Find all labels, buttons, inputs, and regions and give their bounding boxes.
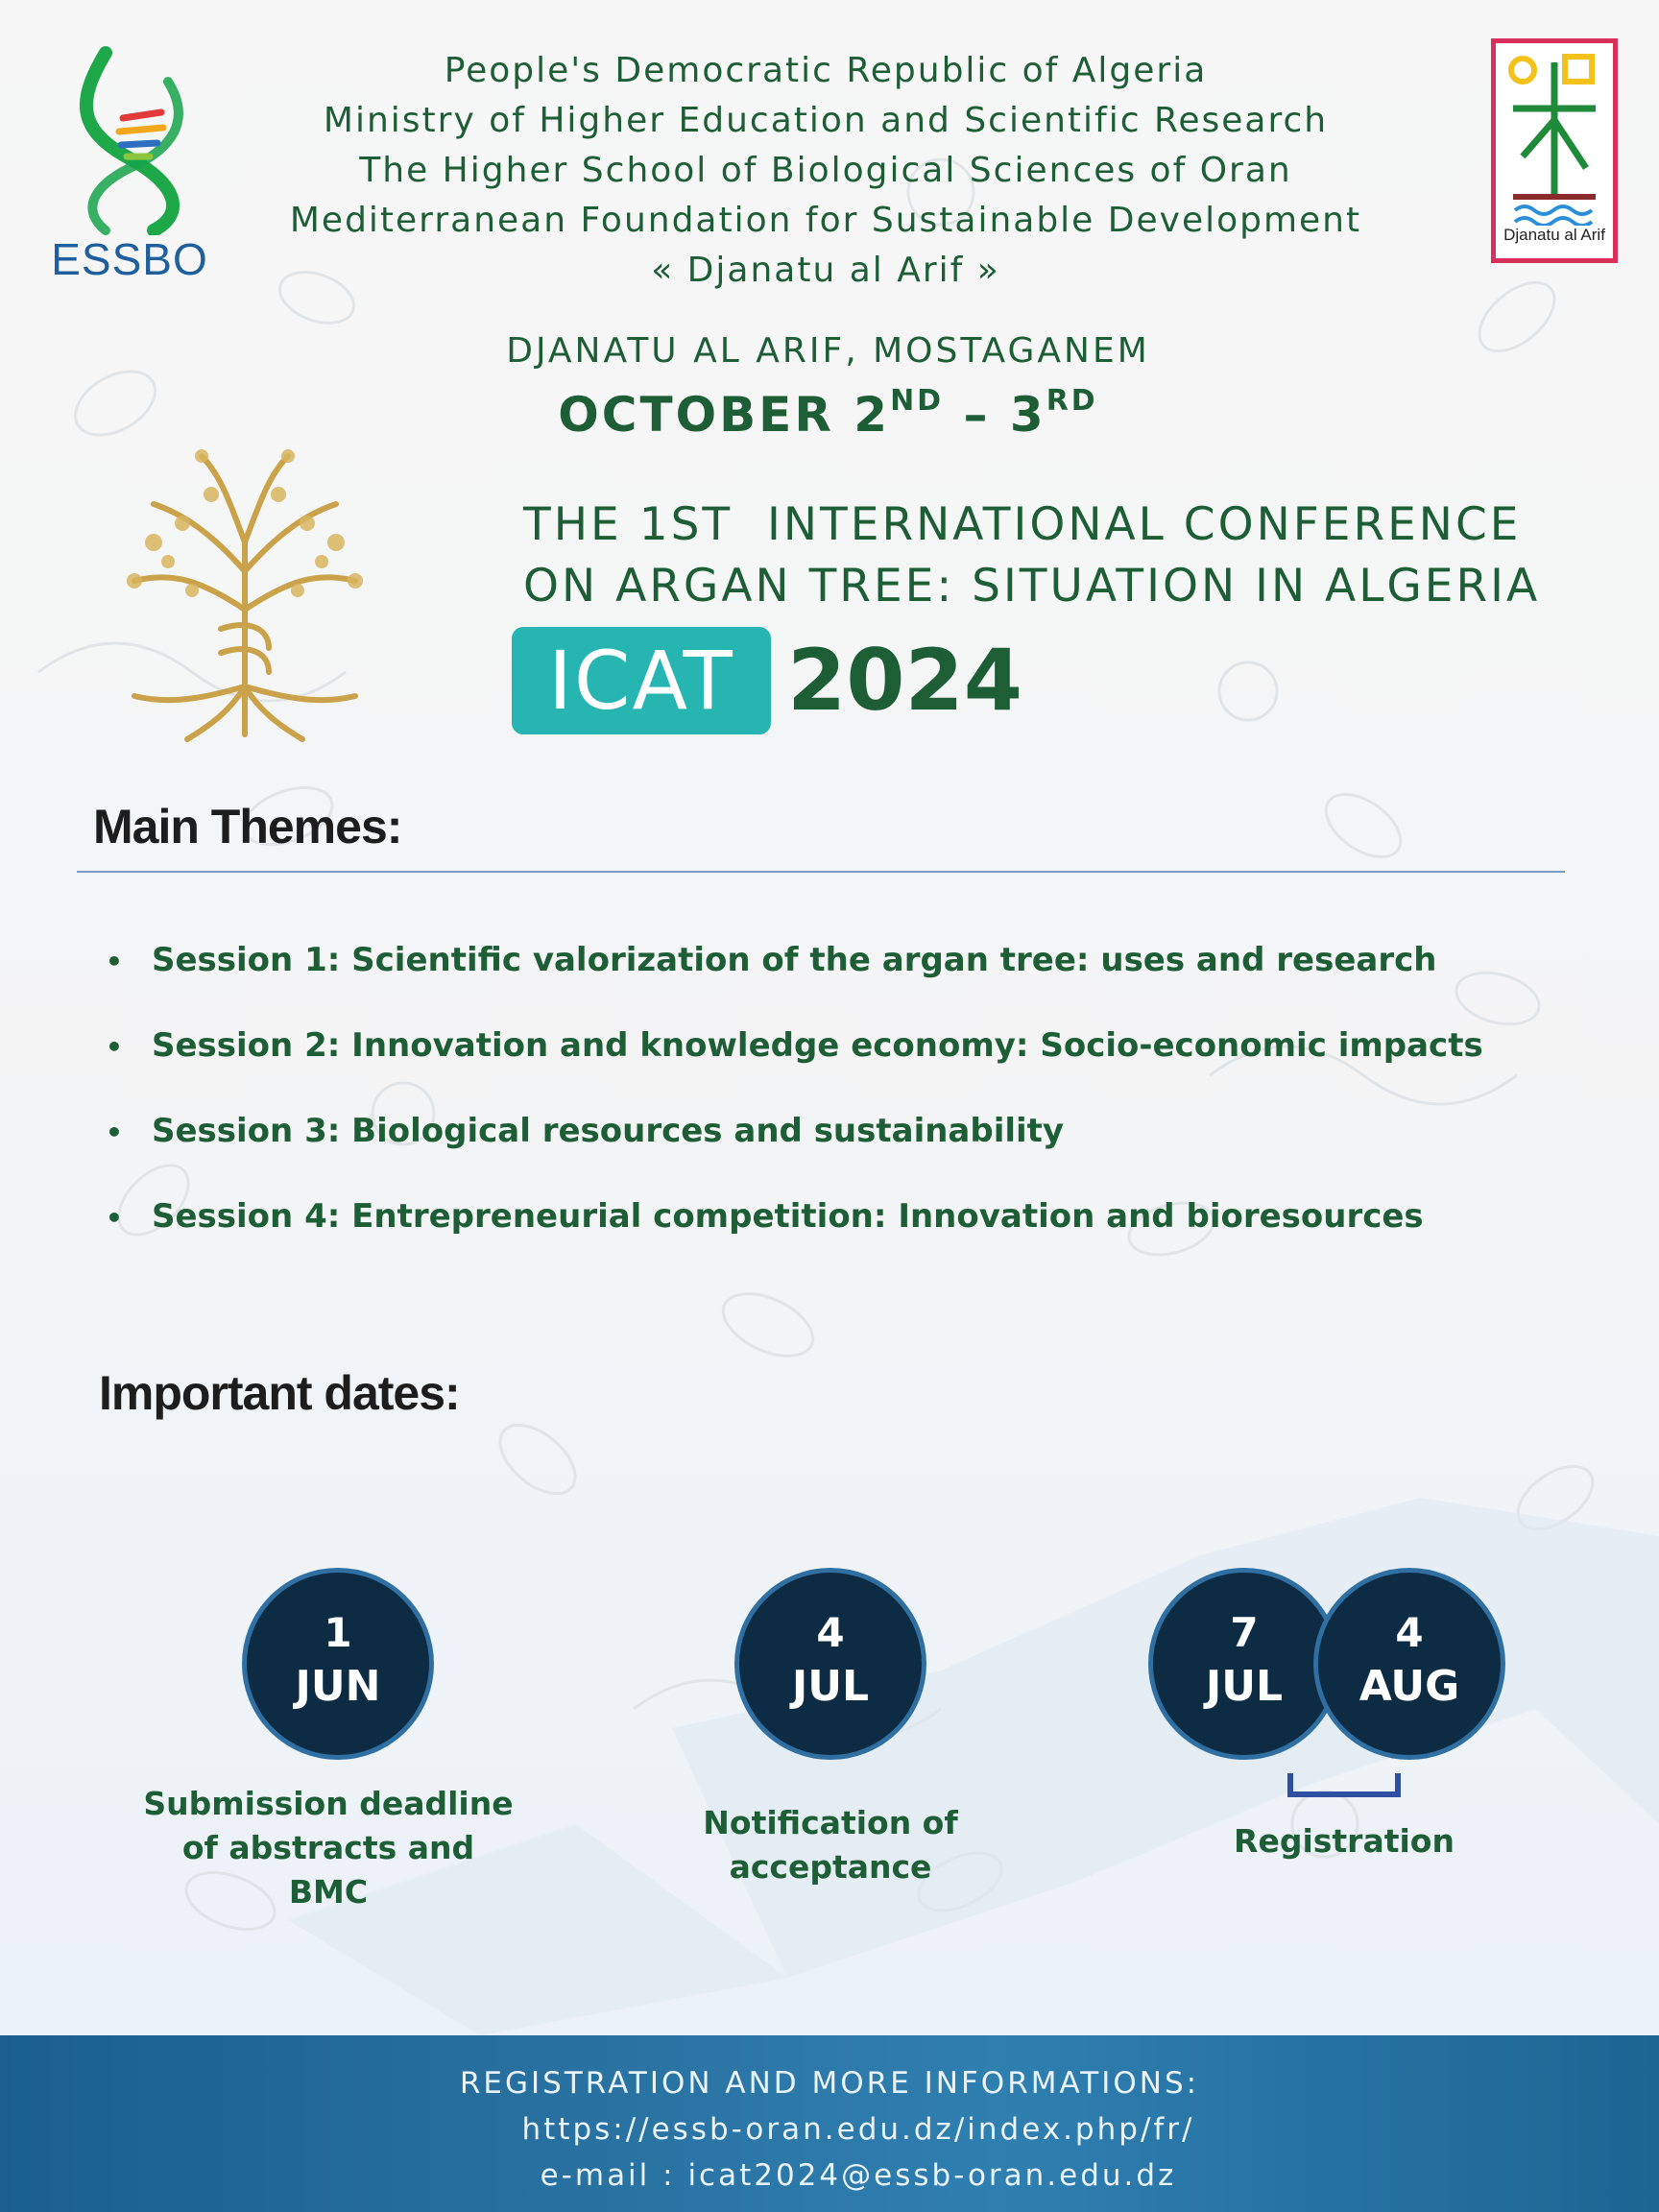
footer-email-link[interactable]: e-mail : icat2024@essb-oran.edu.dz — [540, 2158, 1177, 2193]
event-day1-suffix: ND — [890, 384, 945, 418]
theme-item — [106, 1026, 1546, 1065]
theme-item — [106, 941, 1546, 979]
date-day: 4 — [1395, 1609, 1424, 1656]
date-day: 1 — [324, 1609, 352, 1656]
event-date-separator: – — [944, 387, 1010, 443]
date-month: AUG — [1358, 1662, 1460, 1711]
conference-year: 2024 — [787, 631, 1022, 730]
footer-website-link[interactable]: https://essb-oran.edu.dz/index.php/fr/ — [521, 2112, 1195, 2147]
venue-text: DJANATU AL ARIF, MOSTAGANEM — [506, 331, 1150, 371]
essbo-logo — [38, 43, 221, 283]
date-month: JUN — [295, 1662, 381, 1711]
themes-divider — [77, 871, 1565, 873]
djanatu-logo-text: Djanatu al Arif — [1503, 226, 1605, 244]
conference-title-line1: THE 1ST INTERNATIONAL CONFERENCE — [523, 498, 1522, 551]
header-line-djanatu: « Djanatu al Arif » — [651, 251, 1000, 290]
date-label-line: Submission deadline — [143, 1785, 514, 1822]
main-themes-heading: Main Themes: — [93, 800, 402, 854]
date-month: JUL — [791, 1662, 870, 1711]
date-label-line: of abstracts and — [181, 1829, 475, 1866]
date-label-line: Notification of — [703, 1804, 958, 1841]
header-line-republic: People's Democratic Republic of Algeria — [444, 51, 1208, 90]
date-day: 4 — [816, 1609, 845, 1656]
footer-banner — [0, 2035, 1659, 2212]
theme-item-text: Session 2: Innovation and knowledge economy: Socio-economic impacts — [152, 1026, 1483, 1065]
header-line-foundation: Mediterranean Foundation for Sustainable Development — [289, 201, 1362, 240]
date-label-line: Registration — [1234, 1822, 1455, 1860]
theme-item-text: Session 4: Entrepreneurial competition: Innovation and bioresources — [152, 1197, 1424, 1236]
date-label-notification — [638, 1801, 1022, 1889]
djanatu-logo — [1491, 38, 1618, 263]
bullet-icon: • — [106, 1031, 123, 1063]
essbo-logo-text: ESSBO — [51, 234, 208, 284]
date-circle-submission — [242, 1568, 434, 1760]
bullet-icon: • — [106, 1117, 123, 1148]
bullet-icon: • — [106, 946, 123, 977]
header-line-ministry: Ministry of Higher Education and Scientific Research — [323, 101, 1329, 140]
argan-tree-icon — [96, 437, 394, 744]
conference-title-line2: ON ARGAN TREE: SITUATION IN ALGERIA — [523, 560, 1541, 613]
date-label-line: BMC — [288, 1873, 369, 1911]
event-day2-suffix: RD — [1046, 384, 1098, 418]
theme-item — [106, 1112, 1546, 1150]
event-day1: 2 — [854, 387, 891, 443]
bullet-icon: • — [106, 1202, 123, 1234]
institution-header — [250, 46, 1402, 296]
event-month: OCTOBER — [558, 387, 834, 443]
icat-acronym-badge: ICAT — [512, 627, 771, 734]
header-line-school: The Higher School of Biological Sciences of Oran — [359, 151, 1292, 190]
date-circle-notification — [734, 1568, 926, 1760]
theme-item — [106, 1197, 1546, 1236]
djanatu-symbol-icon — [1496, 43, 1613, 226]
date-day: 7 — [1230, 1609, 1259, 1656]
footer-registration-heading: REGISTRATION AND MORE INFORMATIONS: — [459, 2066, 1200, 2101]
theme-item-text: Session 1: Scientific valorization of the argan tree: uses and research — [152, 941, 1437, 979]
date-label-registration — [1152, 1819, 1536, 1863]
date-range-bracket — [1286, 1771, 1402, 1800]
event-day2: 3 — [1009, 387, 1046, 443]
date-month: JUL — [1205, 1662, 1284, 1711]
important-dates-heading: Important dates: — [99, 1366, 460, 1420]
date-label-line: acceptance — [729, 1848, 932, 1886]
theme-item-text: Session 3: Biological resources and sustainability — [152, 1112, 1065, 1150]
dna-helix-icon — [38, 43, 221, 235]
event-dates — [317, 384, 1339, 443]
conference-title — [523, 494, 1579, 617]
date-circle-registration-end — [1313, 1568, 1505, 1760]
date-circle-registration-start — [1148, 1568, 1340, 1760]
date-label-submission — [136, 1782, 520, 1914]
